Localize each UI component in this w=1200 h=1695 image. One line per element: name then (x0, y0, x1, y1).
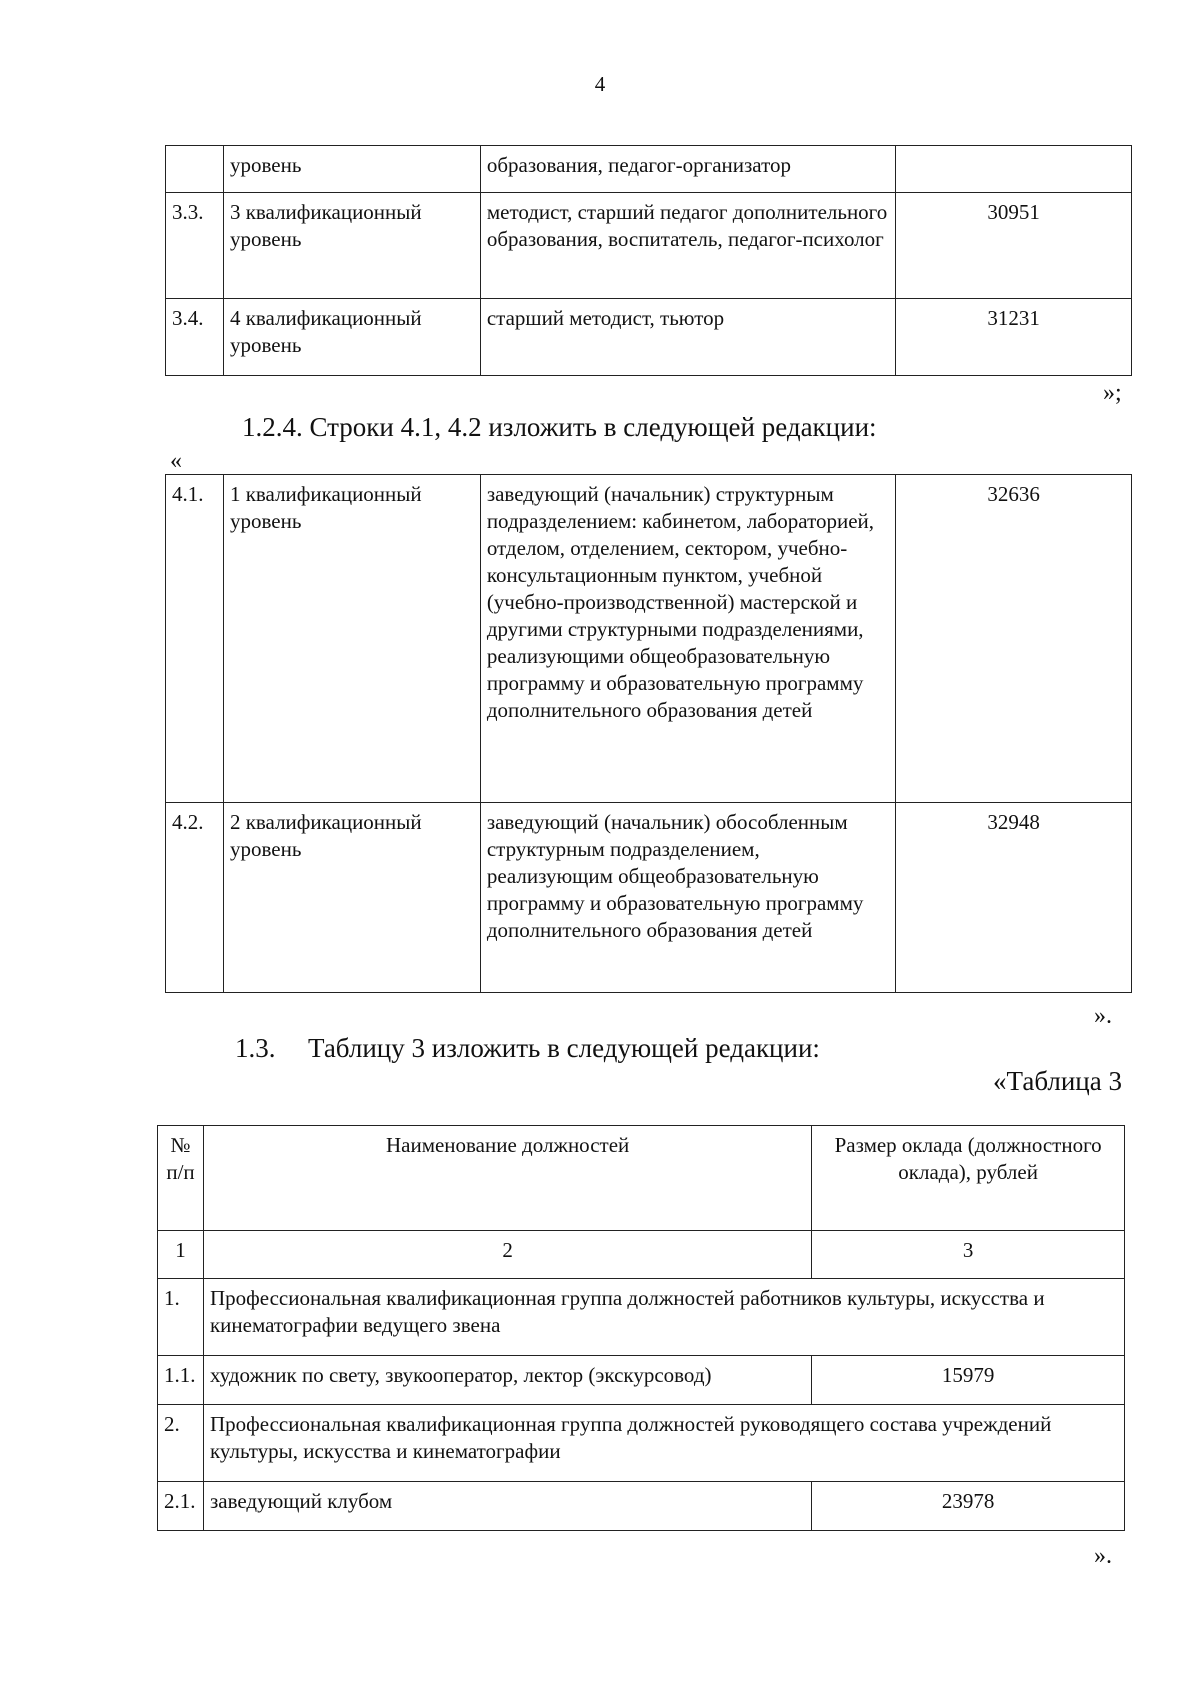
row-num: 1. (158, 1279, 204, 1356)
section-heading: Таблицу 3 изложить в следующей редакции: (308, 1033, 820, 1063)
row-num (166, 146, 224, 193)
column-number-row (158, 1231, 1125, 1279)
row-salary (896, 146, 1132, 193)
table-header-row (158, 1126, 1125, 1231)
row-salary: 31231 (896, 299, 1132, 376)
row-level: 1 квалификационный уровень (223, 475, 480, 803)
header-name: Наименование должностей (203, 1126, 811, 1231)
header-num: № п/п (158, 1126, 204, 1231)
row-positions: образования, педагог-организатор (480, 146, 896, 193)
colnum-3: 3 (812, 1231, 1125, 1279)
row-level: 4 квалификационный уровень (223, 299, 480, 376)
section-heading-num: 1.3. (235, 1033, 276, 1063)
row-num: 1.1. (158, 1356, 204, 1405)
table-row (158, 1356, 1125, 1405)
row-salary: 30951 (896, 193, 1132, 299)
section-heading: 1.2.4. Строки 4.1, 4.2 изложить в следующей редакции: (242, 412, 877, 442)
row-num: 4.2. (166, 803, 224, 993)
row-num: 4.1. (166, 475, 224, 803)
header-salary: Размер оклада (должностного оклада), рублей (812, 1126, 1125, 1231)
table-caption: «Таблица 3 (993, 1066, 1122, 1096)
table-row (166, 193, 1132, 299)
row-positions: заведующий (начальник) обособленным структурным подразделением, реализующим общеобразовательную программу и образовательную программу дополнительного образования детей (480, 803, 896, 993)
table-levels (165, 474, 1132, 993)
colnum-1: 1 (158, 1231, 204, 1279)
row-positions: методист, старший педагог дополнительного образования, воспитатель, педагог-психолог (480, 193, 896, 299)
row-num: 2. (158, 1405, 204, 1482)
opening-quote: « (170, 448, 182, 474)
row-salary: 23978 (812, 1482, 1125, 1531)
row-level: уровень (223, 146, 480, 193)
closing-quote: ». (1094, 1003, 1112, 1029)
table-row (166, 299, 1132, 376)
closing-quote: »; (1103, 380, 1122, 406)
row-num: 3.3. (166, 193, 224, 299)
row-level: 2 квалификационный уровень (223, 803, 480, 993)
table-row (166, 475, 1132, 803)
row-positions: заведующий клубом (203, 1482, 811, 1531)
row-num: 2.1. (158, 1482, 204, 1531)
page-number: 4 (594, 72, 606, 96)
table-top (165, 145, 1132, 376)
table-3 (157, 1125, 1125, 1531)
table-row (166, 803, 1132, 993)
row-salary: 32636 (896, 475, 1132, 803)
colnum-2: 2 (203, 1231, 811, 1279)
row-salary: 32948 (896, 803, 1132, 993)
group-title: Профессиональная квалификационная группа должностей работников культуры, искусства и кинематографии ведущего звена (203, 1279, 1124, 1356)
table-row (158, 1482, 1125, 1531)
row-positions: заведующий (начальник) структурным подразделением: кабинетом, лабораторией, отделом, отделением, сектором, учебно-консультационным пунктом, учебной (учебно-производственной) мастерской и другими структурными подразделениями, реализующими общеобразовательную программу и образовательную программу дополнительного образования детей (480, 475, 896, 803)
row-salary: 15979 (812, 1356, 1125, 1405)
table-row (158, 1279, 1125, 1356)
row-num: 3.4. (166, 299, 224, 376)
row-positions: старший методист, тьютор (480, 299, 896, 376)
row-level: 3 квалификационный уровень (223, 193, 480, 299)
row-positions: художник по свету, звукооператор, лектор (экскурсовод) (203, 1356, 811, 1405)
table-row (158, 1405, 1125, 1482)
closing-quote: ». (1094, 1543, 1112, 1569)
table-row (166, 146, 1132, 193)
group-title: Профессиональная квалификационная группа должностей руководящего состава учреждений культуры, искусства и кинематографии (203, 1405, 1124, 1482)
